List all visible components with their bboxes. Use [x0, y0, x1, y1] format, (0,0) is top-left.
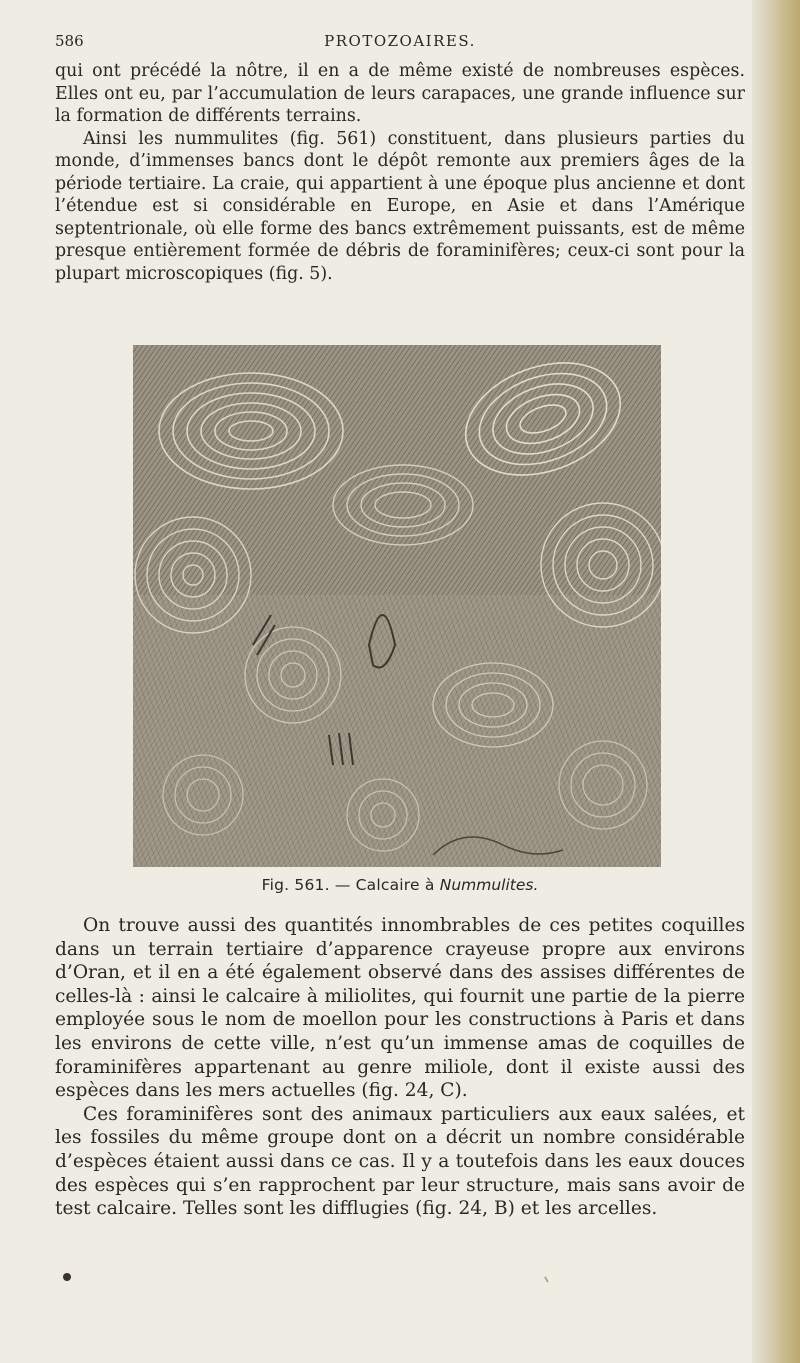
page-header — [55, 30, 745, 54]
page-number: 586 — [55, 32, 84, 50]
paragraph: Ainsi les nummulites (fig. 561) constituent, dans plusieurs parties du monde, d’immenses bancs dont le dépôt remonte aux premiers âges de la période tertiaire. La craie, qui appartient à une époque plus ancienne et dont l’étendue est si considérable en Europe, en Asie et dans l’Amérique septentrionale, où elle forme des bancs extrêmement puissants, est de même presque entièrement formée de débris de foraminifères; ceux-ci sont pour la plupart microscopiques (fig. 5). — [55, 128, 745, 284]
caption-text: Fig. 561. — Calcaire à — [261, 876, 440, 894]
top-text — [55, 60, 745, 285]
paragraph: qui ont précédé la nôtre, il en a de même existé de nombreuses espèces. Elles ont eu, par l’accumulation de leurs carapaces, une grande influence sur la formation de différents terrains. — [55, 61, 745, 126]
ink-dot — [63, 1273, 71, 1281]
ink-mark — [544, 1273, 554, 1282]
running-head: PROTOZOAIRES. — [324, 32, 476, 50]
page-edge — [752, 0, 800, 1363]
nummulite-limestone-engraving — [133, 345, 661, 867]
figure-caption — [0, 876, 800, 894]
engraving-illustration — [133, 345, 661, 867]
caption-italic: Nummulites. — [439, 876, 539, 894]
bottom-text — [55, 914, 745, 1221]
paragraph: On trouve aussi des quantités innombrables de ces petites coquilles dans un terrain tertiaire d’apparence crayeuse propre aux environs d’Oran, et il en a été également observé dans des assises différentes de celles-là : ainsi le calcaire à miliolites, qui fournit une partie de la pierre employée sous le nom de moellon pour les constructions à Paris et dans les environs de cette ville, n’est qu’un immense amas de coquilles de foraminifères appartenant au genre miliole, dont il existe aussi des espèces dans les mers actuelles (fig. 24, C). — [55, 915, 745, 1102]
paragraph: Ces foraminifères sont des animaux particuliers aux eaux salées, et les fossiles du même groupe dont on a décrit un nombre considérable d’espèces étaient aussi dans ce cas. Il y a toutefois dans les eaux douces des espèces qui s’en rapprochent par leur structure, mais sans avoir de test calcaire. Telles sont les difflugies (fig. 24, B) et les arcelles. — [55, 1103, 745, 1220]
